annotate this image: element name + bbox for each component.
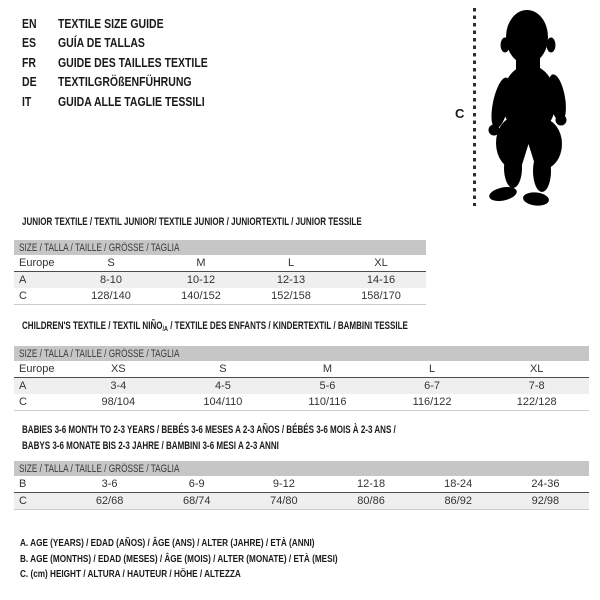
size-cell: 6-9 — [153, 476, 240, 493]
height-measure-dashed-line — [473, 8, 476, 206]
size-cell: S — [171, 361, 276, 378]
table-row — [14, 361, 589, 378]
row-label: C — [14, 394, 66, 411]
table-row — [14, 378, 589, 395]
row-label: Europe — [14, 361, 66, 378]
junior-table-title: JUNIOR TEXTILE / TEXTIL JUNIOR/ TEXTILE JUNIOR / JUNIORTEXTIL / JUNIOR TESSILE — [22, 216, 362, 228]
footnote-b: B. AGE (MONTHS) / EDAD (MESES) / ÂGE (MOIS) / ALTER (MONATE) / ETÀ (MESI) — [20, 552, 338, 565]
language-code: DE — [22, 75, 37, 90]
size-cell: 12-13 — [246, 272, 336, 289]
children-table — [14, 361, 589, 411]
children-size-table — [14, 346, 589, 411]
babies-size-table — [14, 461, 589, 510]
size-header-label: SIZE / TALLA / TAILLE / GRÖSSE / TAGLIA — [19, 241, 180, 254]
language-row-es — [22, 34, 236, 54]
children-title-part: / TEXTILE DES ENFANTS / KINDERTEXTIL / BAMBINI TESSILE — [167, 320, 408, 332]
language-code: ES — [22, 36, 37, 51]
row-label: A — [14, 378, 66, 395]
size-cell: 9-12 — [240, 476, 327, 493]
size-cell: 5-6 — [275, 378, 380, 395]
table-row — [14, 394, 589, 411]
children-table-title — [22, 319, 408, 337]
size-cell: 18-24 — [415, 476, 502, 493]
table-row — [14, 255, 426, 272]
size-cell: L — [246, 255, 336, 272]
size-cell: XL — [484, 361, 589, 378]
size-cell: 10-12 — [156, 272, 246, 289]
size-cell: 12-18 — [327, 476, 414, 493]
table-row — [14, 272, 426, 289]
language-label: GUÍA DE TALLAS — [58, 36, 145, 51]
language-row-it — [22, 92, 236, 112]
height-label-c: C — [455, 106, 465, 121]
table-row — [14, 493, 589, 510]
size-cell: S — [66, 255, 156, 272]
size-cell: 128/140 — [66, 288, 156, 305]
size-cell: XS — [66, 361, 171, 378]
language-row-fr — [22, 53, 236, 73]
table-row — [14, 476, 589, 493]
size-cell: 14-16 — [336, 272, 426, 289]
size-header-label: SIZE / TALLA / TAILLE / GRÖSSE / TAGLIA — [19, 347, 180, 360]
size-cell: 3-4 — [66, 378, 171, 395]
size-cell: 6-7 — [380, 378, 485, 395]
row-label: A — [14, 272, 66, 289]
footnote-a: A. AGE (YEARS) / EDAD (AÑOS) / ÂGE (ANS) / ALTER (JAHRE) / ETÀ (ANNI) — [20, 537, 315, 549]
size-cell: M — [275, 361, 380, 378]
footnote-c: C. (cm) HEIGHT / ALTURA / HAUTEUR / HÖHE / ALTEZZA — [20, 568, 241, 580]
size-cell: 3-6 — [66, 476, 153, 493]
size-cell: 140/152 — [156, 288, 246, 305]
language-label: TEXTILE SIZE GUIDE — [58, 16, 164, 31]
size-header-bar — [14, 461, 589, 476]
junior-size-table — [14, 240, 426, 305]
language-label: TEXTILGRÖßENFÜHRUNG — [58, 75, 192, 90]
size-header-bar — [14, 240, 426, 255]
size-cell: XL — [336, 255, 426, 272]
size-cell: 74/80 — [240, 493, 327, 510]
size-cell: 92/98 — [502, 493, 589, 510]
language-code: EN — [22, 16, 37, 31]
language-label: GUIDE DES TAILLES TEXTILE — [58, 55, 208, 70]
size-cell: 116/122 — [380, 394, 485, 411]
size-cell: 4-5 — [171, 378, 276, 395]
language-code: IT — [22, 94, 32, 109]
size-cell: 80/86 — [327, 493, 414, 510]
size-cell: 68/74 — [153, 493, 240, 510]
babies-table-title — [22, 423, 396, 454]
children-title-part: CHILDREN'S TEXTILE / TEXTIL NIÑO — [22, 320, 163, 332]
size-cell: 24-36 — [502, 476, 589, 493]
size-header-bar — [14, 346, 589, 361]
size-cell: 110/116 — [275, 394, 380, 411]
row-label: C — [14, 493, 66, 510]
language-code: FR — [22, 55, 37, 70]
size-header-label: SIZE / TALLA / TAILLE / GRÖSSE / TAGLIA — [19, 462, 180, 475]
babies-title-line2: BABYS 3-6 MONATE BIS 2-3 JAHRE / BAMBINI 3-6 MESI A 2-3 ANNI — [22, 439, 279, 452]
size-cell: 62/68 — [66, 493, 153, 510]
row-label: B — [14, 476, 66, 493]
language-row-de — [22, 73, 236, 93]
footnote-legend — [20, 537, 427, 584]
size-cell: M — [156, 255, 246, 272]
size-cell: 104/110 — [171, 394, 276, 411]
children-title-sub: /A — [162, 324, 168, 333]
table-row — [14, 288, 426, 305]
size-cell: 158/170 — [336, 288, 426, 305]
babies-table — [14, 476, 589, 510]
language-label: GUIDA ALLE TAGLIE TESSILI — [58, 94, 205, 109]
row-label: C — [14, 288, 66, 305]
size-cell: 152/158 — [246, 288, 336, 305]
size-cell: 8-10 — [66, 272, 156, 289]
language-list — [22, 14, 236, 112]
babies-title-line1: BABIES 3-6 MONTH TO 2-3 YEARS / BEBÉS 3-6 MESES A 2-3 AÑOS / BÉBÉS 3-6 MOIS À 2-3 ANS / — [22, 424, 396, 436]
size-cell: L — [380, 361, 485, 378]
language-row-en — [22, 14, 236, 34]
size-cell: 122/128 — [484, 394, 589, 411]
row-label: Europe — [14, 255, 66, 272]
size-cell: 86/92 — [415, 493, 502, 510]
junior-table — [14, 255, 426, 305]
size-cell: 7-8 — [484, 378, 589, 395]
size-cell: 98/104 — [66, 394, 171, 411]
baby-silhouette-icon — [485, 8, 575, 208]
